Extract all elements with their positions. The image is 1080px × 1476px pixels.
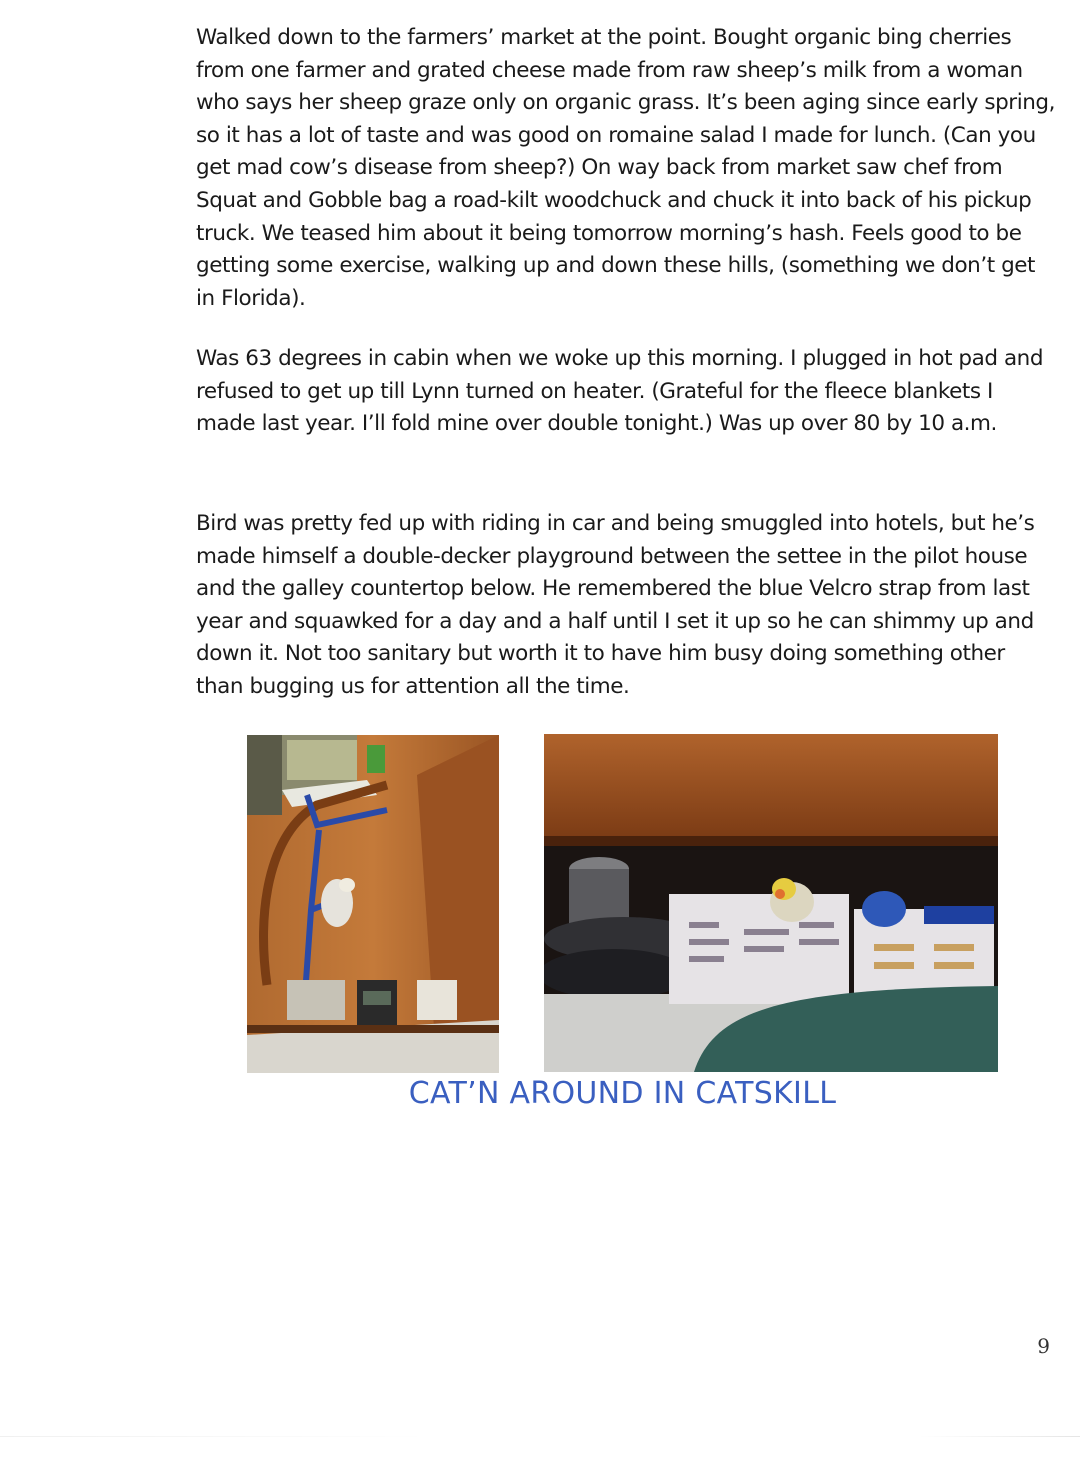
photo-caption: CAT’N AROUND IN CATSKILL	[408, 1076, 837, 1111]
photo-bird-on-strap	[247, 735, 499, 1073]
paragraph-farmers-market: Walked down to the farmers’ market at the point. Bought organic bing cherries from one farmer and grated cheese made from raw sheep’s milk from a woman who says her sheep graze only on organic grass. It’s been aging since early spring, so it has a lot of taste and was good on romaine salad I made for lunch. (Can you get mad cow’s disease from sheep?) On way back from market saw chef from Squat and Gobble bag a road-kilt woodchuck and chuck it into back of his pickup truck. We teased him about it being tomorrow morning’s hash. Feels good to be getting some exercise, walking up and down these hills, (something we don’t get in Florida).	[196, 25, 1055, 311]
paragraph-bird-playground: Bird was pretty fed up with riding in car and being smuggled into hotels, but he’s made himself a double-decker playground between the settee in the pilot house and the galley countertop below. He remembered the blue Velcro strap from last year and squawked for a day and a half until I set it up so he can shimmy up and down it. Not too sanitary but worth it to have him busy doing something other than bugging us for attention all the time.	[196, 511, 1035, 699]
scan-edge-line	[0, 1436, 1080, 1437]
page-number: 9	[1037, 1334, 1050, 1358]
paragraph-cabin-temperature: Was 63 degrees in cabin when we woke up this morning. I plugged in hot pad and refused to get up till Lynn turned on heater. (Grateful for the fleece blankets I made last year. I’ll fold mine over double tonight.) Was up over 80 by 10 a.m.	[196, 346, 1044, 437]
photo-bird-under-counter	[544, 734, 998, 1072]
